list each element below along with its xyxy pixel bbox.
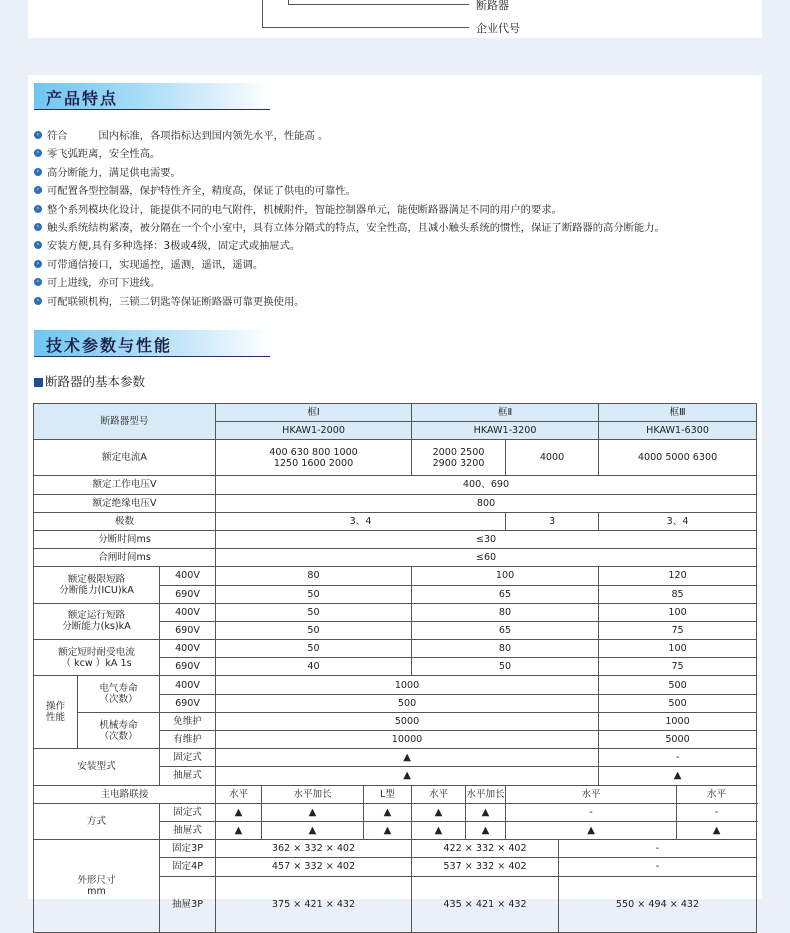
table-cell: 水平加长 bbox=[262, 785, 364, 803]
table-cell: 65 bbox=[412, 621, 599, 639]
table-cell: 水平 bbox=[506, 785, 677, 803]
table-cell: 500 bbox=[216, 694, 599, 712]
feature-item: › 可带通信接口，实现遥控，遥测，遥讯，遥调。 bbox=[34, 256, 665, 274]
chevron-bullet-icon: › bbox=[34, 260, 42, 268]
chevron-bullet-icon: › bbox=[34, 223, 42, 231]
table-cell: ▲ bbox=[216, 767, 599, 785]
row-label: 额定工作电压V bbox=[34, 476, 216, 494]
chevron-bullet-icon: › bbox=[34, 131, 42, 139]
table-cell: 50 bbox=[216, 603, 412, 621]
row-label: 额定运行短路 分断能力(ks)kA bbox=[34, 603, 160, 639]
feature-item: › 可上进线，亦可下进线。 bbox=[34, 274, 665, 292]
table-cell: 3、4 bbox=[216, 512, 506, 530]
table-cell: ▲ bbox=[364, 821, 412, 839]
table-row bbox=[34, 785, 757, 803]
table-cell: ▲ bbox=[466, 803, 506, 821]
feature-item: › 可配置各型控制器，保护特性齐全，精度高，保证了供电的可靠性。 bbox=[34, 182, 665, 200]
table-cell: ▲ bbox=[599, 767, 757, 785]
chevron-bullet-icon: › bbox=[34, 278, 42, 286]
condition-cell: 抽屉3P bbox=[160, 876, 216, 932]
diagram-connector-line bbox=[262, 27, 469, 28]
table-cell: 100 bbox=[412, 567, 599, 585]
table-row bbox=[34, 603, 757, 621]
condition-cell: 690V bbox=[160, 694, 216, 712]
voltage-cell: 400V bbox=[160, 567, 216, 585]
table-cell: 800 bbox=[216, 494, 757, 512]
condition-cell: 400V bbox=[160, 676, 216, 694]
feature-item: › 触头系统结构紧凑，被分隔在一个个小室中，具有立体分隔式的特点，安全性高，且减小触头系统的惯性，保证了断路器的高分断能力。 bbox=[34, 219, 665, 237]
table-cell: 2000 2500 2900 3200 bbox=[412, 440, 506, 476]
header-model: 断路器型号 bbox=[34, 404, 216, 440]
table-cell: 50 bbox=[216, 621, 412, 639]
condition-cell: 固定式 bbox=[160, 749, 216, 767]
table-cell: ▲ bbox=[262, 803, 364, 821]
chevron-bullet-icon: › bbox=[34, 297, 42, 305]
feature-list bbox=[34, 127, 665, 311]
condition-cell: 免维护 bbox=[160, 712, 216, 730]
table-cell: ▲ bbox=[364, 803, 412, 821]
header-frame-2: 框Ⅱ bbox=[412, 404, 599, 422]
table-cell: 457 × 332 × 402 bbox=[216, 858, 412, 876]
table-row bbox=[34, 676, 757, 694]
header-model-2: HKAW1-3200 bbox=[412, 422, 599, 440]
voltage-cell: 690V bbox=[160, 658, 216, 676]
voltage-cell: 690V bbox=[160, 585, 216, 603]
section-title: 产品特点 bbox=[46, 89, 119, 108]
table-cell: ▲ bbox=[262, 821, 364, 839]
table-cell: ▲ bbox=[506, 821, 677, 839]
table-cell: 375 × 421 × 432 bbox=[216, 876, 412, 932]
spec-table bbox=[33, 403, 757, 933]
table-cell: 4000 bbox=[506, 440, 599, 476]
condition-cell: 抽屉式 bbox=[160, 767, 216, 785]
table-cell: 水平 bbox=[677, 785, 757, 803]
condition-cell: 固定式 bbox=[160, 803, 216, 821]
table-row bbox=[34, 549, 757, 567]
table-cell: 537 × 332 × 402 bbox=[412, 858, 559, 876]
table-cell: 10000 bbox=[216, 731, 599, 749]
condition-cell: 固定4P bbox=[160, 858, 216, 876]
table-cell: ▲ bbox=[216, 821, 262, 839]
diagram-connector-line bbox=[262, 0, 263, 28]
table-cell: 120 bbox=[599, 567, 757, 585]
voltage-cell: 690V bbox=[160, 621, 216, 639]
row-label: 额定短时耐受电流 （ kcw ）kA 1s bbox=[34, 640, 160, 676]
table-cell: - bbox=[559, 858, 757, 876]
row-label: 操作 性能 bbox=[34, 676, 78, 749]
table-cell: ≤30 bbox=[216, 530, 757, 548]
table-row bbox=[34, 530, 757, 548]
chevron-bullet-icon: › bbox=[34, 149, 42, 157]
table-cell: - bbox=[599, 749, 757, 767]
feature-item: › 安装方便,具有多种选择：3极或4级，固定式或抽屉式。 bbox=[34, 237, 665, 255]
table-cell: 362 × 332 × 402 bbox=[216, 840, 412, 858]
square-bullet-icon bbox=[34, 378, 43, 387]
table-row bbox=[34, 476, 757, 494]
table-cell: 100 bbox=[599, 640, 757, 658]
table-cell: ▲ bbox=[412, 821, 466, 839]
table-cell: 85 bbox=[599, 585, 757, 603]
condition-cell: 抽屉式 bbox=[160, 821, 216, 839]
section-header-features bbox=[34, 83, 270, 110]
header-frame-1: 框Ⅰ bbox=[216, 404, 412, 422]
feature-item: › 高分断能力，满足供电需要。 bbox=[34, 164, 665, 182]
row-label: 方式 bbox=[34, 803, 160, 839]
header-model-3: HKAW1-6300 bbox=[599, 422, 757, 440]
table-row bbox=[34, 404, 757, 422]
table-cell: - bbox=[677, 803, 757, 821]
condition-cell: 有维护 bbox=[160, 731, 216, 749]
table-cell: 水平 bbox=[216, 785, 262, 803]
table-cell: ▲ bbox=[466, 821, 506, 839]
row-label: 额定极限短路 分断能力(ICU)kA bbox=[34, 567, 160, 603]
table-cell: 3、4 bbox=[599, 512, 757, 530]
table-cell: 水平加长 bbox=[466, 785, 506, 803]
chevron-bullet-icon: › bbox=[34, 205, 42, 213]
table-row bbox=[34, 512, 757, 530]
table-cell: - bbox=[506, 803, 677, 821]
table-cell: 400、690 bbox=[216, 476, 757, 494]
model-code-diagram bbox=[28, 0, 762, 38]
table-cell: 75 bbox=[599, 658, 757, 676]
table-cell: ▲ bbox=[216, 803, 262, 821]
chevron-bullet-icon: › bbox=[34, 241, 42, 249]
row-label: 极数 bbox=[34, 512, 216, 530]
row-label: 合闸时间ms bbox=[34, 549, 216, 567]
condition-cell: 固定3P bbox=[160, 840, 216, 858]
table-cell: 5000 bbox=[216, 712, 599, 730]
table-row bbox=[34, 803, 757, 821]
table-cell: ≤60 bbox=[216, 549, 757, 567]
table-cell: 4000 5000 6300 bbox=[599, 440, 757, 476]
table-row bbox=[34, 567, 757, 585]
table-cell: 500 bbox=[599, 694, 757, 712]
table-cell: 50 bbox=[216, 640, 412, 658]
section-header-tech bbox=[34, 330, 270, 357]
table-cell: 435 × 421 × 432 bbox=[412, 876, 559, 932]
row-label: 分断时间ms bbox=[34, 530, 216, 548]
table-cell: 75 bbox=[599, 621, 757, 639]
table-cell: ▲ bbox=[677, 821, 757, 839]
table-cell: ▲ bbox=[412, 803, 466, 821]
row-label: 额定电流A bbox=[34, 440, 216, 476]
table-cell: 50 bbox=[216, 585, 412, 603]
row-sublabel: 电气寿命 （次数） bbox=[78, 676, 160, 712]
table-cell: 100 bbox=[599, 603, 757, 621]
table-cell: 400 630 800 1000 1250 1600 2000 bbox=[216, 440, 412, 476]
row-label: 安装型式 bbox=[34, 749, 160, 785]
main-content-panel bbox=[28, 75, 762, 910]
voltage-cell: 400V bbox=[160, 603, 216, 621]
header-model-1: HKAW1-2000 bbox=[216, 422, 412, 440]
table-cell: ▲ bbox=[216, 749, 599, 767]
table-cell: 1000 bbox=[216, 676, 599, 694]
voltage-cell: 400V bbox=[160, 640, 216, 658]
table-cell: L型 bbox=[364, 785, 412, 803]
table-cell: 5000 bbox=[599, 731, 757, 749]
table-row bbox=[34, 840, 757, 858]
diagram-label-company-code: 企业代号 bbox=[476, 22, 520, 35]
row-label: 主电路联接 bbox=[34, 785, 216, 803]
table-cell: 500 bbox=[599, 676, 757, 694]
diagram-connector-line bbox=[288, 4, 469, 5]
table-cell: 水平 bbox=[412, 785, 466, 803]
table-cell: 422 × 332 × 402 bbox=[412, 840, 559, 858]
table-cell: 65 bbox=[412, 585, 599, 603]
table-cell: 80 bbox=[216, 567, 412, 585]
header-frame-3: 框Ⅲ bbox=[599, 404, 757, 422]
table-cell: 80 bbox=[412, 603, 599, 621]
table-row bbox=[34, 640, 757, 658]
feature-item: › 可配联锁机构，三锁二钥匙等保证断路器可靠更换使用。 bbox=[34, 293, 665, 311]
table-row bbox=[34, 440, 757, 476]
table-subheading: 断路器的基本参数 bbox=[34, 372, 145, 390]
row-label: 外形尺寸 mm bbox=[34, 840, 160, 932]
feature-item: › 符合 国内标准，各项指标达到国内领先水平，性能高 。 bbox=[34, 127, 665, 145]
table-cell: 50 bbox=[412, 658, 599, 676]
table-cell: 40 bbox=[216, 658, 412, 676]
table-cell: 3 bbox=[506, 512, 599, 530]
chevron-bullet-icon: › bbox=[34, 186, 42, 194]
feature-item: › 整个系列模块化设计，能提供不同的电气附件，机械附件，智能控制器单元，能使断路器满足不同的用户的要求。 bbox=[34, 201, 665, 219]
row-sublabel: 机械寿命 （次数） bbox=[78, 712, 160, 748]
table-row bbox=[34, 712, 757, 730]
diagram-label-breaker: 断路器 bbox=[476, 0, 509, 12]
chevron-bullet-icon: › bbox=[34, 168, 42, 176]
table-cell: 80 bbox=[412, 640, 599, 658]
table-row bbox=[34, 494, 757, 512]
section-title: 技术参数与性能 bbox=[46, 336, 173, 355]
table-cell: 1000 bbox=[599, 712, 757, 730]
row-label: 额定绝缘电压V bbox=[34, 494, 216, 512]
table-row bbox=[34, 749, 757, 767]
feature-item: › 零飞弧距离，安全性高。 bbox=[34, 145, 665, 163]
table-cell: - bbox=[559, 840, 757, 858]
table-cell: 550 × 494 × 432 bbox=[559, 876, 757, 932]
